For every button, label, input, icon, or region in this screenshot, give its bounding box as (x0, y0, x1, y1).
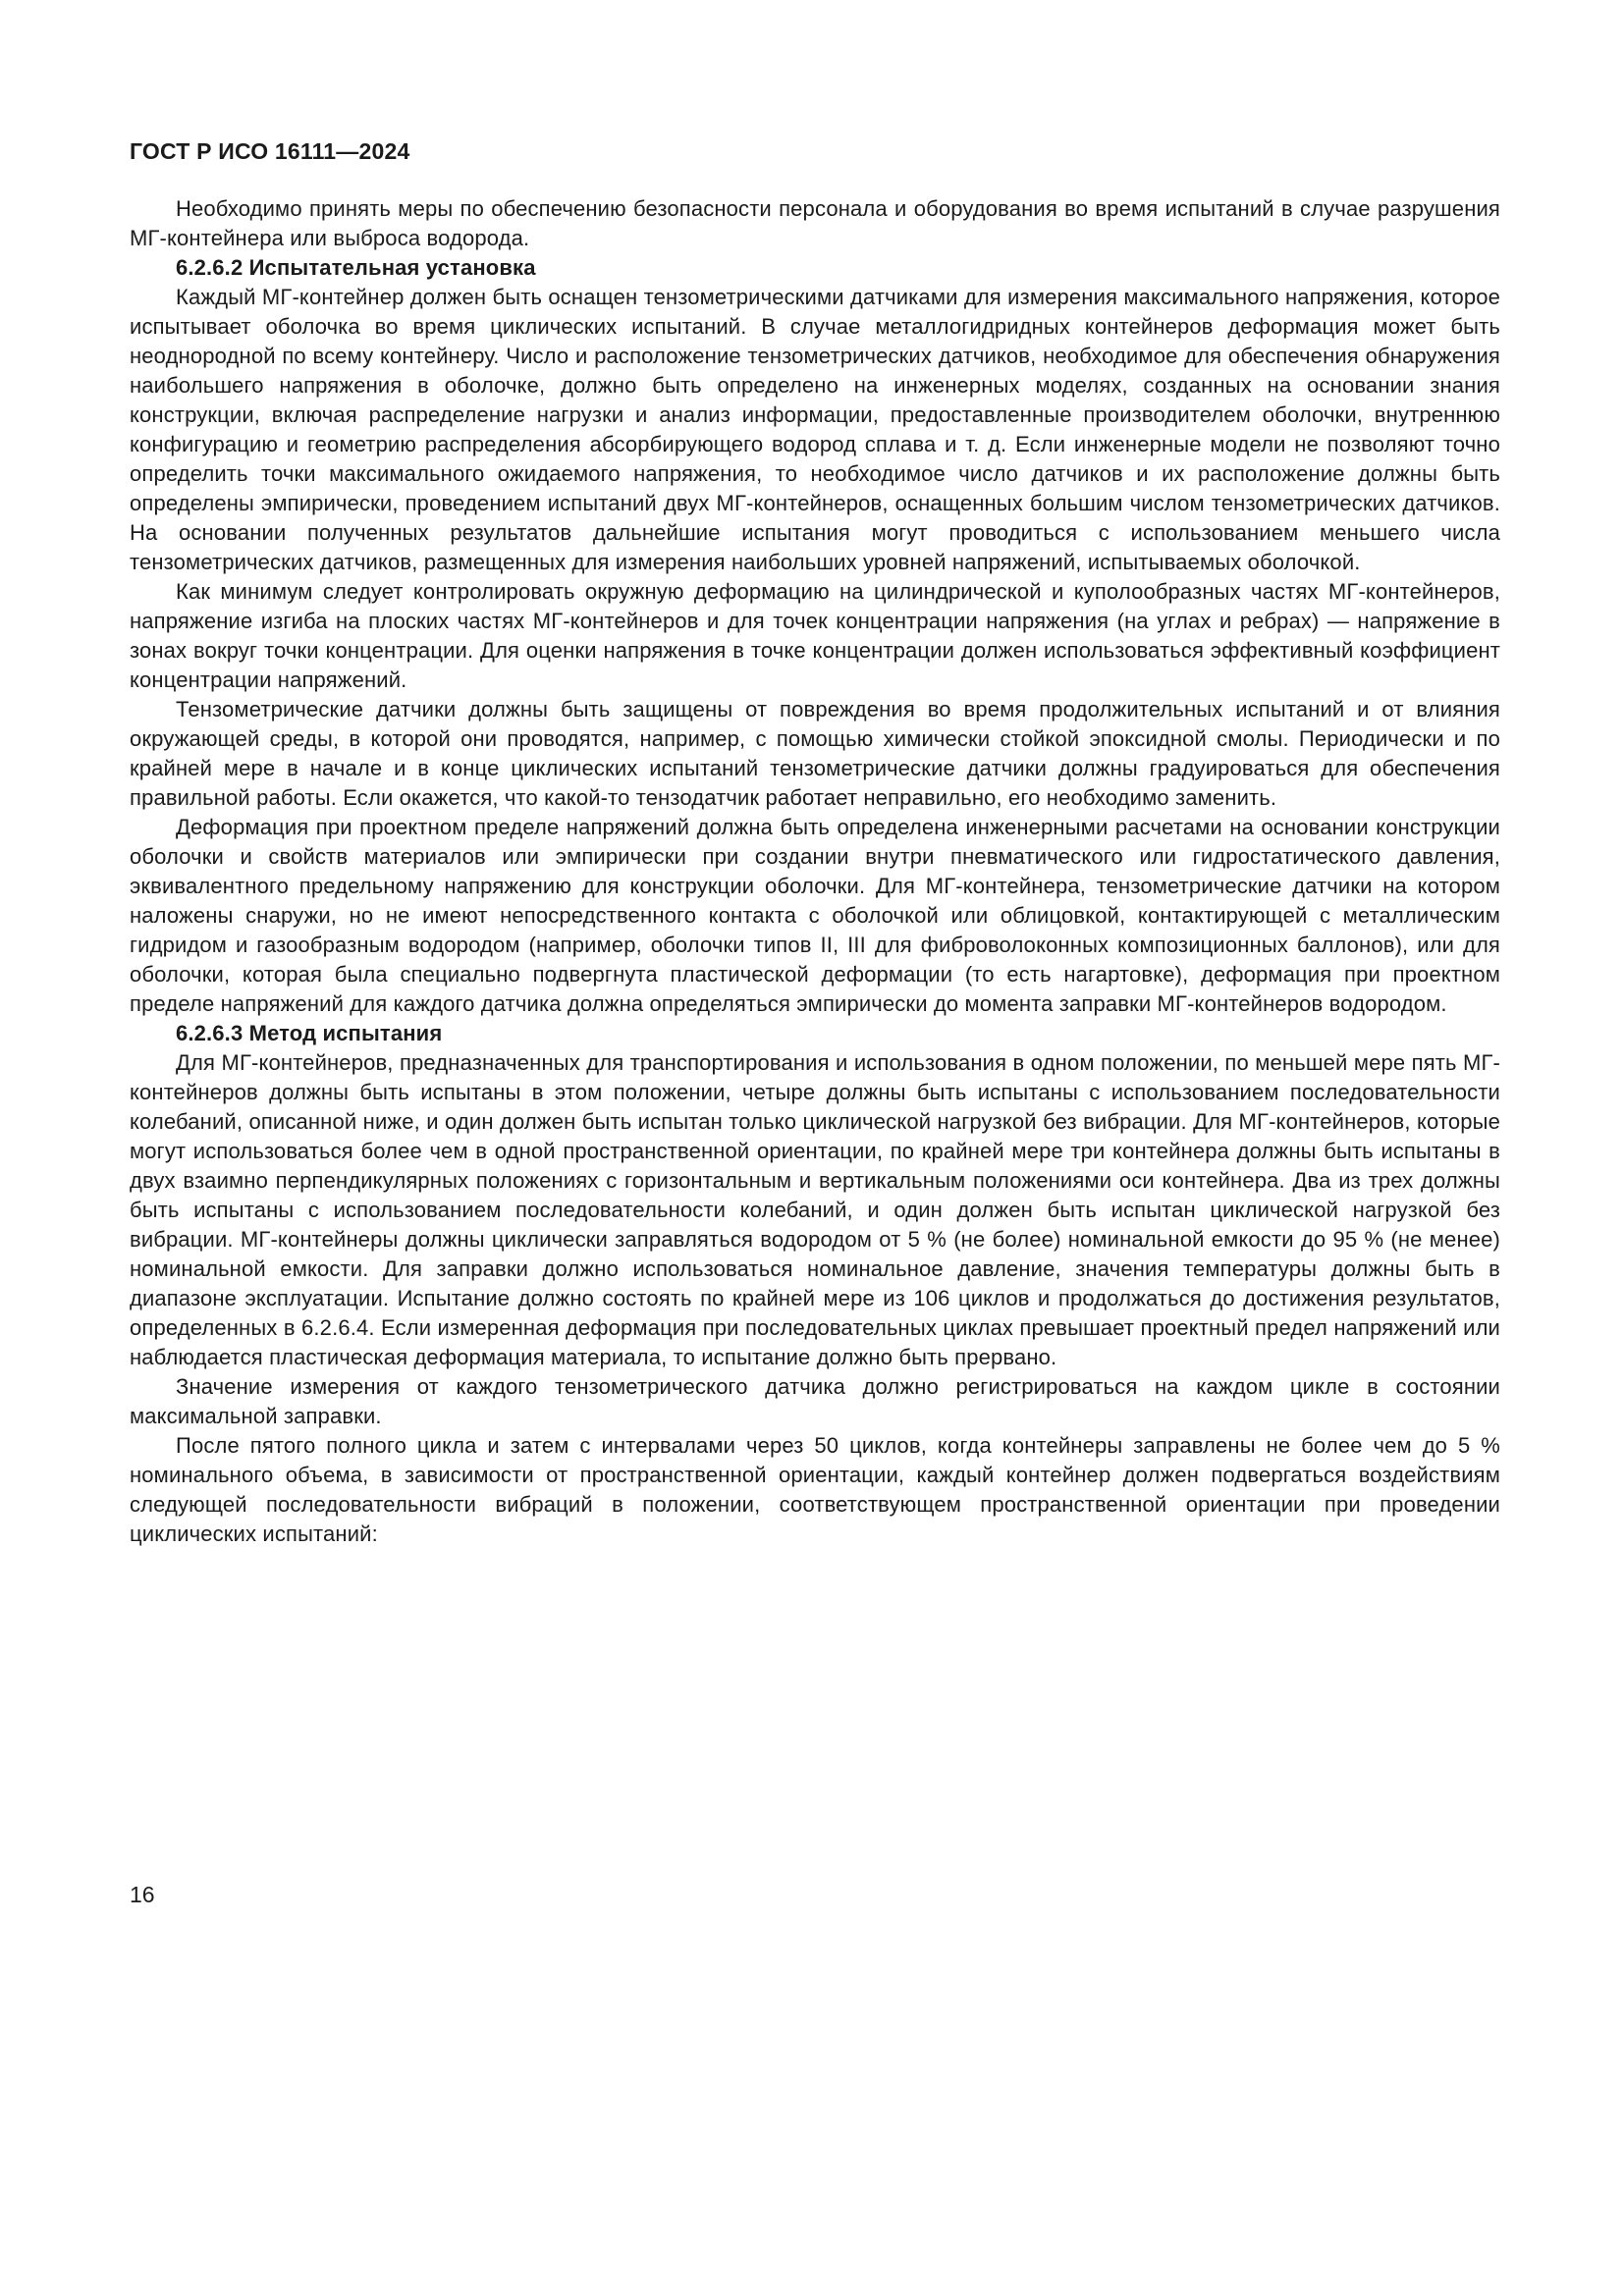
paragraph: Необходимо принять меры по обеспечению безопасности персонала и оборудования во время испытаний в случае разрушения МГ-контейнера или выброса водорода. (130, 196, 1500, 250)
paragraph: Тензометрические датчики должны быть защищены от повреждения во время продолжительных испытаний и от влияния окружающей среды, в которой они проводятся, например, с помощью химически стойкой эпоксидной смолы. Периодически и по крайней мере в начале и в конце циклических испытаний тензометрические датчики должны градуироваться для обеспечения правильной работы. Если окажется, что какой-то тензодатчик работает неправильно, его необходимо заменить. (130, 697, 1500, 810)
paragraph: Значение измерения от каждого тензометрического датчика должно регистрироваться на каждом цикле в состоянии максимальной заправки. (130, 1374, 1500, 1428)
document-header: ГОСТ Р ИСО 16111—2024 (130, 138, 410, 164)
paragraph: После пятого полного цикла и затем с интервалами через 50 циклов, когда контейнеры заправлены не более чем до 5 % номинального объема, в зависимости от пространственной ориентации, каждый контейнер должен подвергаться воздействиям следующей последовательности вибраций в положении, соответствующем пространственной ориентации при проведении циклических испытаний: (130, 1433, 1500, 1546)
page-number: 16 (130, 1882, 155, 1907)
paragraph: Как минимум следует контролировать окружную деформацию на цилиндрической и куполообразных частях МГ-контейнеров, напряжение изгиба на плоских частях МГ-контейнеров и для точек концентрации напряжения (на углах и ребрах) — напряжение в зонах вокруг точки концентрации. Для оценки напряжения в точке концентрации должен использоваться эффективный коэффициент концентрации напряжений. (130, 579, 1500, 692)
paragraph: Деформация при проектном пределе напряжений должна быть определена инженерными расчетами на основании конструкции оболочки и свойств материалов или эмпирически при создании внутри пневматического или гидростатического давления, эквивалентного предельному напряжению для конструкции оболочки. Для МГ-контейнера, тензометрические датчики на котором наложены снаружи, но не имеют непосредственного контакта с оболочкой или облицовкой, контактирующей с металлическим гидридом и газообразным водородом (например, оболочки типов II, III для фиброволоконных композиционных баллонов), или для оболочки, которая была специально подвергнута пластической деформации (то есть нагартовке), деформация при проектном пределе напряжений для каждого датчика должна определяться эмпирически до момента заправки МГ-контейнеров водородом. (130, 815, 1500, 1016)
paragraph: Для МГ-контейнеров, предназначенных для транспортирования и использования в одном положении, по меньшей мере пять МГ-контейнеров должны быть испытаны в этом положении, четыре должны быть испытаны с использованием последовательности колебаний, описанной ниже, и один должен быть испытан только циклической нагрузкой без вибрации. Для МГ-контейнеров, которые могут использоваться более чем в одной пространственной ориентации, по крайней мере три контейнера должны быть испытаны в двух взаимно перпендикулярных положениях с горизонтальным и вертикальным положениями оси контейнера. Два из трех должны быть испытаны с использованием последовательности колебаний, и один должен быть испытан циклической нагрузкой без вибрации. МГ-контейнеры должны циклически заправляться водородом от 5 % (не более) номинальной емкости до 95 % (не менее) номинальной емкости. Для заправки должно использоваться номинальное давление, значения температуры должны быть в диапазоне эксплуатации. Испытание должно состоять по крайней мере из 106 циклов и продолжаться до достижения результатов, определенных в 6.2.6.4. Если измеренная деформация при последовательных циклах превышает проектный предел напряжений или наблюдается пластическая деформация материала, то испытание должно быть прервано. (130, 1050, 1500, 1369)
document-page (130, 137, 1500, 1549)
paragraph: Каждый МГ-контейнер должен быть оснащен тензометрическими датчиками для измерения максимального напряжения, которое испытывает оболочка во время циклических испытаний. В случае металлогидридных контейнеров деформация может быть неоднородной по всему контейнеру. Число и расположение тензометрических датчиков, необходимое для обеспечения обнаружения наибольшего напряжения в оболочке, должно быть определено на инженерных моделях, созданных на основании знания конструкции, включая распределение нагрузки и анализ информации, предоставленные производителем оболочки, внутреннюю конфигурацию и геометрию распределения абсорбирующего водород сплава и т. д. Если инженерные модели не позволяют точно определить точки максимального ожидаемого напряжения, то необходимое число датчиков и их расположение должны быть определены эмпирически, проведением испытаний двух МГ-контейнеров, оснащенных большим числом тензометрических датчиков. На основании полученных результатов дальнейшие испытания могут проводиться с использованием меньшего числа тензометрических датчиков, размещенных для измерения наибольших уровней напряжений, испытываемых оболочкой. (130, 285, 1500, 574)
section-heading: 6.2.6.2 Испытательная установка (176, 255, 536, 280)
section-heading: 6.2.6.3 Метод испытания (176, 1021, 443, 1045)
document-content (130, 194, 1500, 1549)
